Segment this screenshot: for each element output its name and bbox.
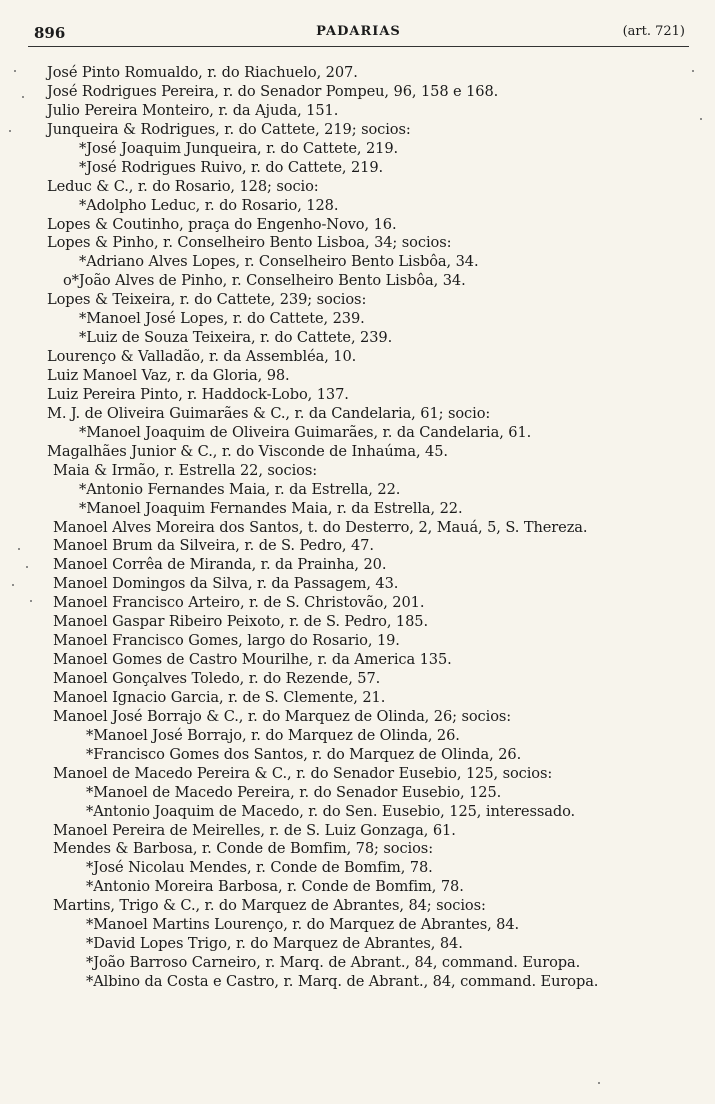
section-title: PADARIAS (316, 24, 401, 39)
speck (22, 96, 24, 98)
list-item: Lourenço & Valladão, r. da Assembléa, 10. (47, 348, 357, 366)
speck (12, 584, 14, 586)
list-item: Manoel Gomes de Castro Mourilhe, r. da America 135. (53, 651, 452, 669)
list-item: Manoel José Borrajo & C., r. do Marquez de Olinda, 26; socios: (53, 707, 512, 725)
list-item-partner: *Manoel Joaquim Fernandes Maia, r. da Estrella, 22. (79, 499, 463, 517)
speck (700, 118, 702, 120)
speck (9, 130, 11, 132)
list-item: Lopes & Coutinho, praça do Engenho-Novo, 16. (47, 215, 397, 233)
page-header (28, 24, 689, 47)
article-reference: (art. 721) (622, 24, 685, 39)
list-item: Manoel Domingos da Silva, r. da Passagem, 43. (53, 575, 399, 593)
list-item: Leduc & C., r. do Rosario, 128; socio: (47, 177, 319, 195)
list-item: Luiz Manoel Vaz, r. da Gloria, 98. (47, 367, 290, 384)
speck (692, 70, 694, 72)
list-item: Lopes & Pinho, r. Conselheiro Bento Lisboa, 34; socios: (47, 234, 452, 252)
list-item-partner: *João Barroso Carneiro, r. Marq. de Abrant., 84, command. Europa. (86, 954, 581, 972)
list-item: Luiz Pereira Pinto, r. Haddock-Lobo, 137. (47, 385, 349, 403)
list-item: Manoel Alves Moreira dos Santos, t. do Desterro, 2, Mauá, 5, S. Thereza. (53, 518, 588, 536)
list-item-partner: *Antonio Fernandes Maia, r. da Estrella, 22. (79, 480, 401, 498)
list-item-partner: *Albino da Costa e Castro, r. Marq. de Abrant., 84, command. Europa. (86, 973, 599, 990)
list-item: Martins, Trigo & C., r. do Marquez de Abrantes, 84; socios: (53, 897, 486, 915)
list-item-partner: o*João Alves de Pinho, r. Conselheiro Bento Lisbôa, 34. (63, 272, 466, 290)
speck (18, 548, 20, 550)
list-item-partner: *Manoel José Lopes, r. do Cattete, 239. (79, 310, 365, 328)
list-item: Junqueira & Rodrigues, r. do Cattete, 219; socios: (47, 120, 411, 138)
list-item-partner: *Manoel de Macedo Pereira, r. do Senador Eusebio, 125. (86, 783, 502, 801)
bakery-list (0, 64, 715, 992)
list-item-partner: *Adriano Alves Lopes, r. Conselheiro Bento Lisbôa, 34. (79, 253, 479, 271)
list-item: Manoel Ignacio Garcia, r. de S. Clemente, 21. (53, 688, 386, 706)
list-item-partner: *Luiz de Souza Teixeira, r. do Cattete, 239. (79, 329, 393, 347)
speck (14, 70, 16, 72)
list-item-partner: *José Rodrigues Ruivo, r. do Cattete, 219. (79, 158, 384, 176)
list-item: Manoel Pereira de Meirelles, r. de S. Luiz Gonzaga, 61. (53, 821, 456, 839)
list-item-partner: *Antonio Moreira Barbosa, r. Conde de Bomfim, 78. (86, 878, 464, 896)
list-item: Maia & Irmão, r. Estrella 22, socios: (53, 461, 318, 479)
list-item: Magalhães Junior & C., r. do Visconde de Inhaúma, 45. (47, 442, 448, 460)
list-item-partner: *José Joaquim Junqueira, r. do Cattete, 219. (79, 139, 399, 157)
list-item-partner: *David Lopes Trigo, r. do Marquez de Abrantes, 84. (86, 935, 463, 953)
list-item-partner: *Adolpho Leduc, r. do Rosario, 128. (79, 196, 339, 214)
list-item-partner: *Antonio Joaquim de Macedo, r. do Sen. Eusebio, 125, interessado. (86, 802, 576, 820)
list-item-partner: *Manoel Joaquim de Oliveira Guimarães, r. da Candelaria, 61. (79, 423, 532, 441)
list-item-partner: *Francisco Gomes dos Santos, r. do Marquez de Olinda, 26. (86, 745, 522, 763)
list-item: Manoel Gonçalves Toledo, r. do Rezende, 57. (53, 670, 381, 687)
list-item-partner: *Manoel Martins Lourenço, r. do Marquez de Abrantes, 84. (86, 916, 520, 934)
speck (598, 1082, 600, 1084)
speck (26, 566, 28, 568)
list-item: Manoel de Macedo Pereira & C., r. do Senador Eusebio, 125, socios: (53, 764, 553, 782)
list-item: M. J. de Oliveira Guimarães & C., r. da Candelaria, 61; socio: (47, 404, 491, 422)
list-item: Manoel Corrêa de Miranda, r. da Prainha, 20. (53, 556, 387, 574)
list-item: Manoel Francisco Gomes, largo do Rosario, 19. (53, 632, 400, 650)
list-item: Manoel Gaspar Ribeiro Peixoto, r. de S. Pedro, 185. (53, 613, 428, 631)
list-item: José Pinto Romualdo, r. do Riachuelo, 207. (47, 64, 358, 81)
list-item: Julio Pereira Monteiro, r. da Ajuda, 151. (47, 101, 339, 119)
speck (30, 600, 32, 602)
list-item: Manoel Brum da Silveira, r. de S. Pedro, 47. (53, 537, 374, 555)
page-number: 896 (34, 24, 66, 42)
list-item: José Rodrigues Pereira, r. do Senador Pompeu, 96, 158 e 168. (47, 82, 499, 100)
list-item-partner: *José Nicolau Mendes, r. Conde de Bomfim, 78. (86, 859, 433, 877)
list-item: Mendes & Barbosa, r. Conde de Bomfim, 78; socios: (53, 840, 434, 858)
list-item: Lopes & Teixeira, r. do Cattete, 239; socios: (47, 291, 367, 309)
list-item-partner: *Manoel José Borrajo, r. do Marquez de Olinda, 26. (86, 726, 460, 744)
list-item: Manoel Francisco Arteiro, r. de S. Christovão, 201. (53, 594, 425, 612)
